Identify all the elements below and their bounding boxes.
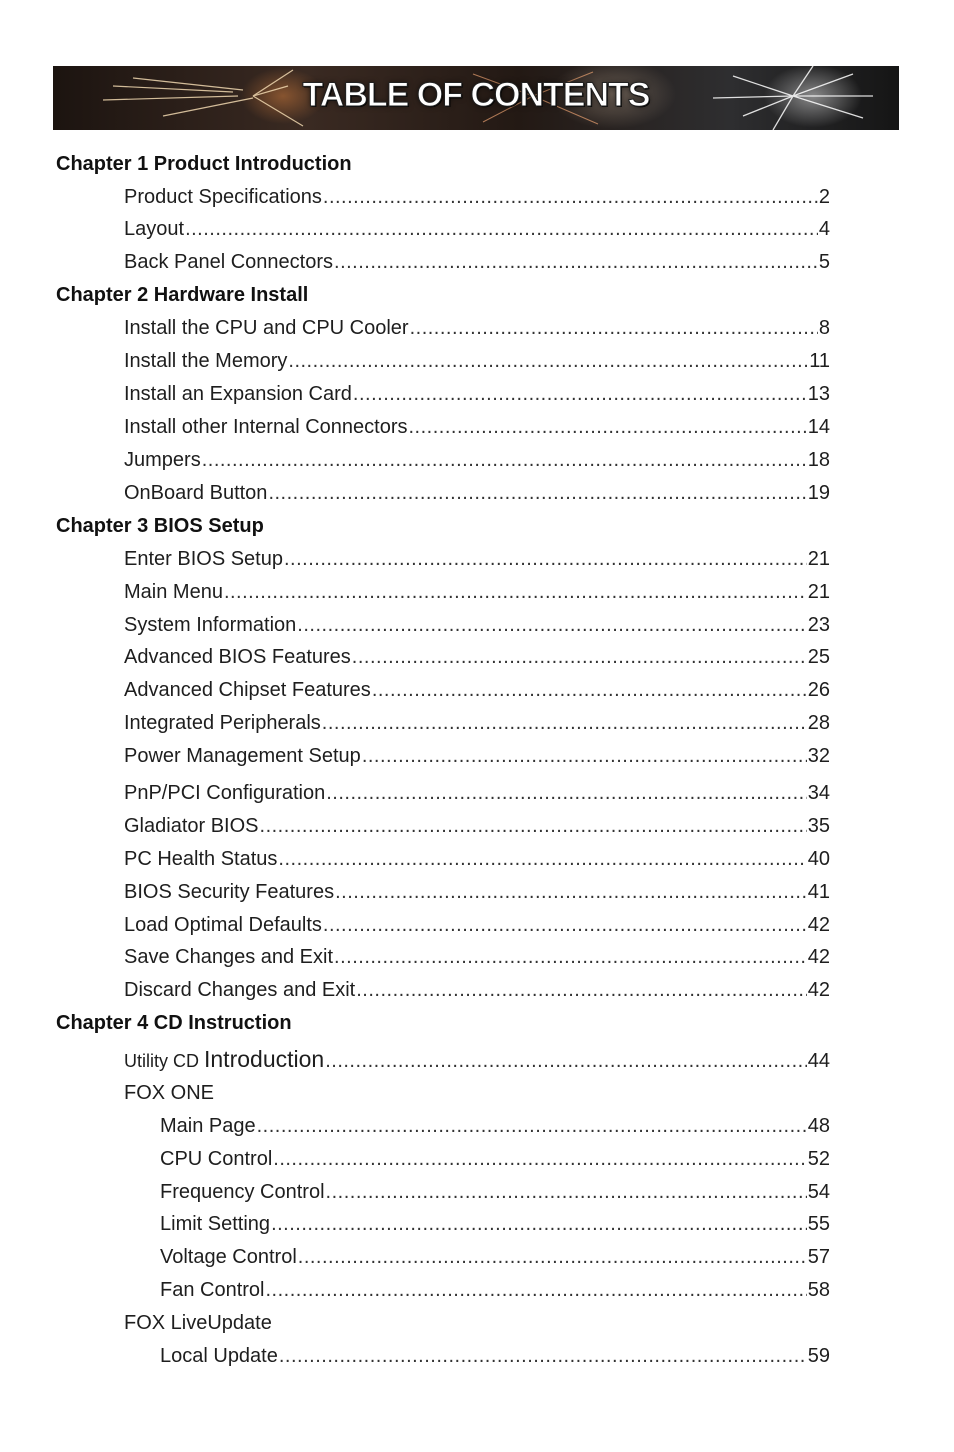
entry-label: Layout: [124, 218, 185, 240]
dot-leader: [372, 678, 807, 702]
entry-label: Power Management Setup: [124, 745, 361, 767]
entry-page: 19: [807, 482, 830, 504]
toc-entry-install-cpu[interactable]: [124, 316, 830, 340]
dot-leader: [288, 349, 808, 373]
entry-page: 41: [807, 881, 830, 903]
entry-page: 42: [807, 946, 830, 968]
entry-label: Enter BIOS Setup: [124, 548, 283, 570]
toc-entry-bios-security-features[interactable]: [124, 880, 830, 904]
entry-page: 21: [807, 581, 830, 603]
entry-page: 42: [807, 914, 830, 936]
entry-page: 2: [818, 186, 830, 208]
entry-label: Install the CPU and CPU Cooler: [124, 317, 409, 339]
page-title: TABLE OF CONTENTS: [302, 76, 650, 114]
toc-entry-discard-changes-and-exit[interactable]: [124, 978, 830, 1002]
toc-entry-local-update[interactable]: [160, 1344, 830, 1368]
dot-leader: [335, 880, 807, 904]
toc-entry-main-page[interactable]: [160, 1114, 830, 1138]
entry-page: 26: [807, 679, 830, 701]
entry-label: Install the Memory: [124, 350, 288, 372]
entry-label: Gladiator BIOS: [124, 815, 259, 837]
dot-leader: [334, 945, 807, 969]
dot-leader: [323, 913, 807, 937]
chapter-1-heading: Chapter 1 Product Introduction: [56, 153, 352, 175]
dot-leader: [297, 613, 806, 637]
toc-entry-limit-setting[interactable]: [160, 1212, 830, 1236]
entry-label: Main Page: [160, 1115, 256, 1137]
dot-leader: [326, 781, 807, 805]
entry-label: Limit Setting: [160, 1213, 271, 1235]
toc-entry-enter-bios-setup[interactable]: [124, 547, 830, 571]
toc-entry-fan-control[interactable]: [160, 1278, 830, 1302]
dot-leader: [224, 580, 807, 604]
entry-page: 54: [807, 1181, 830, 1203]
entry-label: Install an Expansion Card: [124, 383, 352, 405]
dot-leader: [410, 316, 818, 340]
entry-page: 42: [807, 979, 830, 1001]
toc-entry-onboard-button[interactable]: [124, 481, 830, 505]
dot-leader: [284, 547, 807, 571]
dot-leader: [409, 415, 807, 439]
header-banner: [53, 66, 899, 130]
toc-entry-layout[interactable]: [124, 217, 830, 241]
entry-label: Product Specifications: [124, 186, 322, 208]
entry-label: CPU Control: [160, 1148, 273, 1170]
toc-entry-load-optimal-defaults[interactable]: [124, 913, 830, 937]
dot-leader: [266, 1278, 807, 1302]
entry-page: 13: [807, 383, 830, 405]
toc-entry-gladiator-bios[interactable]: [124, 814, 830, 838]
toc-entry-cpu-control[interactable]: [160, 1147, 830, 1171]
entry-label: Local Update: [160, 1345, 278, 1367]
entry-label: Voltage Control: [160, 1246, 297, 1268]
dot-leader: [202, 448, 807, 472]
dot-leader: [273, 1147, 806, 1171]
dot-leader: [356, 978, 807, 1002]
toc-section-fox-liveupdate[interactable]: FOX LiveUpdate: [124, 1312, 272, 1334]
dot-leader: [352, 645, 807, 669]
dot-leader: [353, 382, 807, 406]
entry-page: 18: [807, 449, 830, 471]
entry-label: Jumpers: [124, 449, 201, 471]
entry-page: 48: [807, 1115, 830, 1137]
entry-page: 58: [807, 1279, 830, 1301]
dot-leader: [326, 1180, 807, 1204]
entry-label: Save Changes and Exit: [124, 946, 334, 968]
entry-label: Fan Control: [160, 1279, 265, 1301]
toc-entry-product-specifications[interactable]: [124, 185, 830, 209]
dot-leader: [257, 1114, 807, 1138]
entry-label: Advanced BIOS Features: [124, 646, 351, 668]
entry-label-big: Introduction: [204, 1046, 325, 1072]
toc-entry-install-memory[interactable]: [124, 349, 830, 373]
dot-leader: [323, 185, 818, 209]
toc-entry-pnp-pci-configuration[interactable]: [124, 781, 830, 805]
chapter-2-heading: Chapter 2 Hardware Install: [56, 284, 309, 306]
entry-page: 35: [807, 815, 830, 837]
entry-label: Frequency Control: [160, 1181, 325, 1203]
entry-page: 8: [818, 317, 830, 339]
entry-label: Discard Changes and Exit: [124, 979, 356, 1001]
toc-entry-install-expansion-card[interactable]: [124, 382, 830, 406]
toc-entry-system-information[interactable]: [124, 613, 830, 637]
toc-entry-utility-cd-introduction[interactable]: [124, 1047, 830, 1071]
entry-page: 28: [807, 712, 830, 734]
toc-entry-back-panel-connectors[interactable]: [124, 250, 830, 274]
entry-page: 34: [807, 782, 830, 804]
entry-label: System Information: [124, 614, 297, 636]
toc-entry-save-changes-and-exit[interactable]: [124, 945, 830, 969]
entry-label: Advanced Chipset Features: [124, 679, 371, 701]
toc-entry-main-menu[interactable]: [124, 580, 830, 604]
entry-page: 5: [818, 251, 830, 273]
entry-label: Main Menu: [124, 581, 223, 603]
toc-section-fox-one[interactable]: FOX ONE: [124, 1082, 215, 1104]
toc-entry-install-internal-connectors[interactable]: [124, 415, 830, 439]
dot-leader: [279, 1344, 807, 1368]
dot-leader: [268, 481, 806, 505]
toc-entry-jumpers[interactable]: [124, 448, 830, 472]
dot-leader: [260, 814, 807, 838]
toc-entry-frequency-control[interactable]: [160, 1180, 830, 1204]
entry-label-small: Utility CD: [124, 1051, 204, 1071]
dot-leader: [334, 250, 818, 274]
toc-entry-advanced-bios-features[interactable]: [124, 645, 830, 669]
toc-entry-voltage-control[interactable]: [160, 1245, 830, 1269]
toc-entry-power-management-setup[interactable]: [124, 744, 830, 768]
entry-label: Load Optimal Defaults: [124, 914, 322, 936]
toc-entry-integrated-peripherals[interactable]: [124, 711, 830, 735]
entry-page: 57: [807, 1246, 830, 1268]
dot-leader: [185, 217, 818, 241]
entry-page: 55: [807, 1213, 830, 1235]
entry-page: 21: [807, 548, 830, 570]
entry-page: 14: [807, 416, 830, 438]
entry-page: 59: [807, 1345, 830, 1367]
toc-entry-advanced-chipset-features[interactable]: [124, 678, 830, 702]
entry-page: 11: [809, 350, 830, 372]
entry-label: BIOS Security Features: [124, 881, 335, 903]
entry-page: 32: [807, 745, 830, 767]
chapter-3-heading: Chapter 3 BIOS Setup: [56, 515, 264, 537]
toc-entry-pc-health-status[interactable]: [124, 847, 830, 871]
entry-page: 25: [807, 646, 830, 668]
entry-page: 4: [818, 218, 830, 240]
chapter-4-heading: Chapter 4 CD Instruction: [56, 1012, 292, 1034]
entry-label: Install other Internal Connectors: [124, 416, 408, 438]
dot-leader: [271, 1212, 807, 1236]
dot-leader: [322, 711, 807, 735]
entry-label: PC Health Status: [124, 848, 278, 870]
entry-label: Back Panel Connectors: [124, 251, 334, 273]
entry-page: 23: [807, 614, 830, 636]
dot-leader: [362, 744, 807, 768]
entry-label: Integrated Peripherals: [124, 712, 321, 734]
entry-page: 44: [807, 1050, 830, 1072]
entry-label: PnP/PCI Configuration: [124, 782, 326, 804]
entry-label: OnBoard Button: [124, 482, 268, 504]
dot-leader: [298, 1245, 807, 1269]
entry-page: 52: [807, 1148, 830, 1170]
entry-page: 40: [807, 848, 830, 870]
dot-leader: [325, 1049, 807, 1073]
entry-label: [124, 1047, 324, 1073]
dot-leader: [278, 847, 806, 871]
